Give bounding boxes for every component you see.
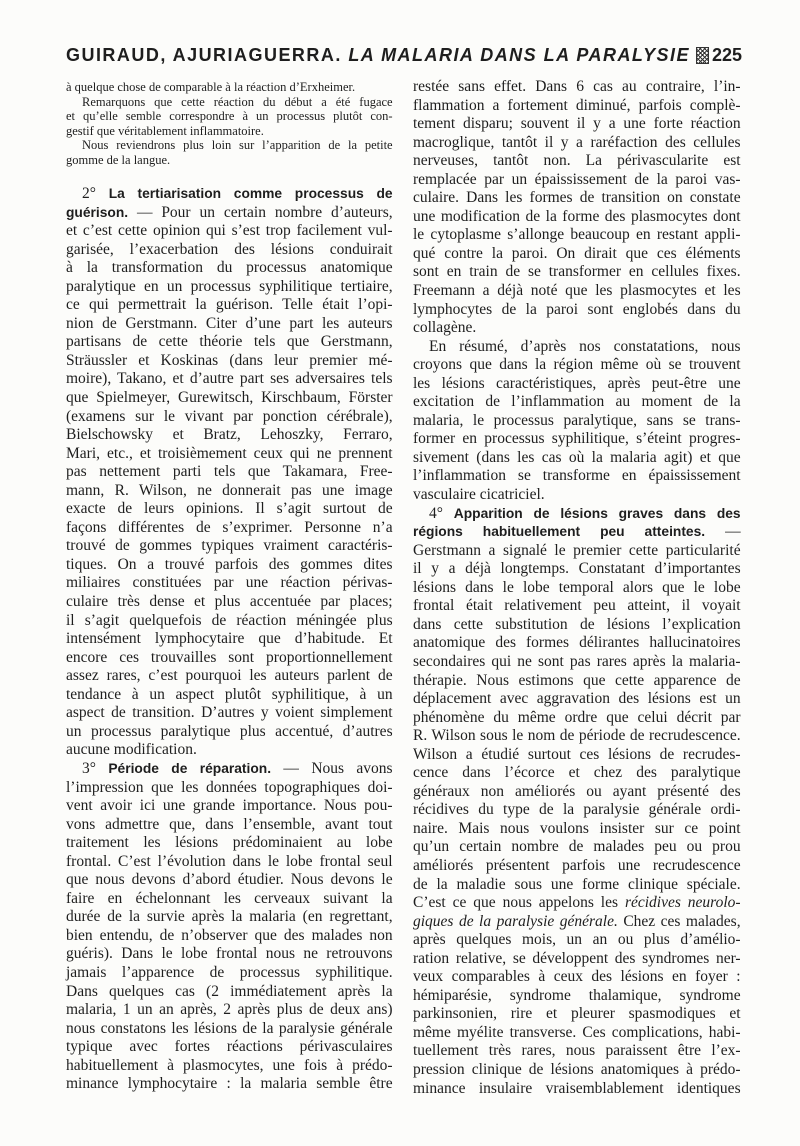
text-line: [66, 500, 393, 519]
line-text: tendance à un aspect plutôt syphilitique, à un: [66, 685, 393, 703]
text-line: [413, 486, 741, 505]
line-text: dans cette substitution de lésions l’explication: [413, 615, 741, 633]
text-line: [66, 1020, 393, 1039]
line-text: R. Wilson sous le nom de période de recrudescence.: [413, 727, 741, 745]
line-segment: — Pour un certain nombre d’auteurs,: [128, 203, 393, 221]
line-text: durée de la survie après la malaria (en regrettant,: [66, 908, 393, 926]
line-text: faire en échelonnant les cerveaux suivant la: [66, 889, 393, 907]
text-line: [66, 222, 393, 241]
line-text: tiques. On a trouvé parfois des gommes dites: [66, 555, 393, 573]
line-text: malaria, le processus paralytique, sans se trans-: [413, 411, 741, 429]
text-line: [413, 338, 741, 357]
line-text: qué contre la paroi. On dirait que ces éléments: [413, 244, 741, 262]
line-text: phénomène du même ordre que celui décrit par: [413, 708, 741, 726]
line-text: jamais l’apparence de processus syphilitique.: [66, 963, 393, 981]
line-text: frontal était relativement peu atteint, il voyait: [413, 597, 741, 615]
line-text: Gerstmann a signalé le premier cette particularité: [413, 541, 741, 559]
line-text: typique avec fortes réactions périvasculaires: [66, 1038, 393, 1056]
line-text: qu’un certain nombre de malades peu ou prou: [413, 838, 741, 856]
text-line: [413, 152, 741, 171]
text-line: [66, 315, 393, 334]
line-text: à la transformation du processus anatomique: [66, 259, 393, 277]
line-text: Wilson a étudié surtout ces lésions de recrudes-: [413, 745, 741, 763]
line-text: de la maladie sous une forme clinique spéciale.: [413, 875, 741, 893]
line-text: moire), Takano, et d’autre part ses adversaires tels: [66, 370, 393, 388]
text-line: [413, 375, 741, 394]
line-text: encore ces trouvailles sont proportionnellement: [66, 648, 393, 666]
line-text: traitement les lésions prédominaient au lobe: [66, 834, 393, 852]
page-number: 225: [711, 45, 742, 65]
text-line: [413, 950, 741, 969]
text-line: [413, 1042, 741, 1061]
text-line: [413, 931, 741, 950]
section-heading: guérison.: [66, 204, 129, 220]
line-text: mann, R. Wilson, ne donnerait pas une image: [66, 481, 393, 499]
text-line: [413, 838, 741, 857]
line-text: une modification de la forme des plasmocytes dont: [413, 207, 741, 225]
line-text: macroglique, tantôt il y a raréfaction des cellules: [413, 133, 741, 151]
line-text: remplacée par un épaississement de la paroi vas-: [413, 170, 741, 188]
line-text: il y a déjà longtemps. Constatant d’importantes: [413, 560, 741, 578]
text-line: [413, 987, 741, 1006]
line-text: anatomique des formes délirantes hallucinatoires: [413, 634, 741, 652]
line-text: ration relative, se développent des syndromes ner-: [413, 949, 741, 967]
line-text: Remarquons que cette réaction du début a été fugace: [82, 94, 393, 109]
line-text: que nous devons d’abord étudier. Nous devons le: [66, 871, 393, 889]
line-text: tuellement très rares, nous paraissent être l’ex-: [413, 1042, 741, 1060]
text-line: [66, 945, 393, 964]
text-line: [413, 301, 741, 320]
line-text: hémiparésie, syndrome thalamique, syndrome: [413, 986, 741, 1004]
text-line: [66, 296, 393, 315]
text-line: [66, 259, 393, 278]
text-line: [413, 820, 741, 839]
line-text: nous constatons les lésions de la paralysie générale: [66, 1019, 393, 1037]
section-heading: Apparition de lésions graves dans des: [453, 505, 741, 521]
text-line: [413, 505, 741, 524]
text-line: [66, 649, 393, 668]
line-text: miliaires constituées par une réaction périvas-: [66, 574, 393, 592]
line-segment: — Nous avons: [271, 759, 393, 777]
text-line: [413, 1024, 741, 1043]
line-text: [82, 185, 393, 202]
text-line: [413, 467, 741, 486]
text-line: [413, 913, 741, 932]
line-text: thérapie. Nous estimons que cette apparence de: [413, 671, 741, 689]
running-title: [66, 43, 692, 67]
text-line: [66, 908, 393, 927]
text-line: [66, 723, 393, 742]
text-line: [413, 356, 741, 375]
line-segment: Chez ces malades,: [617, 912, 741, 930]
text-line: [66, 612, 393, 631]
text-line: [413, 208, 741, 227]
text-line: [413, 690, 741, 709]
line-text: garisée, l’exacerbation des lésions conduirait: [66, 240, 393, 258]
line-text: habituellement à plasmocytes, une fois à prédo-: [66, 1056, 393, 1074]
text-line: [413, 430, 741, 449]
line-text: minance insulaire vraisemblablement identiques: [413, 1079, 741, 1097]
text-line: [66, 153, 393, 168]
line-text: Nous reviendrons plus loin sur l’apparition de la petite: [82, 138, 393, 153]
text-line: [413, 801, 741, 820]
line-text: même myélite transverse. Ces complications, habi-: [413, 1023, 741, 1041]
text-line: [413, 672, 741, 691]
text-line: [413, 764, 741, 783]
text-line: [66, 408, 393, 427]
paragraph: [413, 505, 741, 1099]
line-text: culaire. Dans les formes de transition on constate: [413, 189, 741, 207]
line-text: flammation a fortement diminué, parfois complè-: [413, 96, 741, 114]
text-line: [66, 241, 393, 260]
text-line: [66, 1001, 393, 1020]
text-line: [413, 449, 741, 468]
text-line: [413, 857, 741, 876]
text-line: [413, 226, 741, 245]
text-line: [413, 1080, 741, 1099]
text-line: [413, 560, 741, 579]
line-text: récidives du type de la paralysie générale ordi-: [413, 801, 741, 819]
text-line: [66, 352, 393, 371]
line-text: vasculaire cicatriciel.: [413, 486, 545, 504]
line-segment: 2°: [82, 185, 109, 202]
line-text: façons différentes de s’exprimer. Personne n’a: [66, 518, 393, 536]
paragraph: [66, 138, 393, 167]
text-line: [413, 876, 741, 895]
line-text: guéris). Dans le lobe frontal nous ne retrouvons: [66, 945, 393, 963]
line-text: tement disparu; souvent il y a une forte réaction: [413, 115, 741, 133]
line-text: [429, 505, 741, 522]
paragraph: [66, 185, 393, 760]
line-text: les lésions caractéristiques, après peut-être une: [413, 374, 741, 392]
text-line: [413, 634, 741, 653]
line-text: bien entendu, de n’observer que des malades non: [66, 926, 393, 944]
line-text: [413, 523, 741, 540]
text-line: [413, 653, 741, 672]
line-text: sivement (dans les cas où la malaria agit) et que: [413, 448, 741, 466]
text-line: [66, 556, 393, 575]
text-line: [66, 204, 393, 223]
line-text: vent avoir ici une grande importance. Nous pou-: [66, 797, 393, 815]
line-text: excitation de l’inflammation au moment de la: [413, 393, 741, 411]
text-line: [66, 983, 393, 1002]
text-line: [413, 968, 741, 987]
text-line: [413, 282, 741, 301]
text-line: [66, 138, 393, 153]
line-text: Sträussler et Koskinas (dans leur premier mé-: [66, 351, 393, 369]
text-line: [413, 134, 741, 153]
line-text: nerveuses, tantôt non. La périvascularite est: [413, 152, 741, 170]
emphasis-text: récidives neurolo-: [624, 894, 741, 912]
line-text: généraux non améliorés ou ayant présenté des: [413, 782, 741, 800]
text-line: [413, 171, 741, 190]
text-line: [413, 412, 741, 431]
line-text: et qu’elle semble correspondre à un processus plutôt con-: [66, 109, 393, 124]
line-text: aucune modification.: [66, 741, 197, 759]
text-line: [66, 797, 393, 816]
text-line: [413, 579, 741, 598]
section-heading: Période de réparation.: [108, 760, 272, 776]
printer-ornament-icon: [696, 47, 709, 64]
text-line: [66, 574, 393, 593]
text-line: [413, 393, 741, 412]
line-text: pression clinique de lésions anatomiques à prédo-: [413, 1060, 741, 1078]
line-text: Bielschowsky et Bratz, Lehoszky, Ferraro,: [66, 426, 393, 444]
line-segment: 3°: [82, 759, 109, 777]
paragraph: [66, 95, 393, 139]
line-text: améliorés présentent parfois une recrudescence: [413, 856, 741, 874]
text-line: [66, 593, 393, 612]
text-line: [66, 1038, 393, 1057]
line-text: culaire très dense et plus accentuée par places;: [66, 593, 393, 611]
text-line: [66, 927, 393, 946]
emphasis-text: giques de la paralysie générale.: [413, 912, 618, 930]
line-text: restée sans effet. Dans 6 cas au contraire, l’in-: [413, 78, 741, 95]
header-article-title: LA MALARIA DANS LA PARALYSIE: [348, 45, 690, 65]
text-line: [66, 630, 393, 649]
line-text: Dans quelques cas (2 immédiatement après la: [66, 982, 393, 1000]
text-line: [66, 964, 393, 983]
text-line: [66, 333, 393, 352]
line-text: déplacement avec aggravation des lésions est un: [413, 690, 741, 708]
text-line: [413, 189, 741, 208]
line-text: secondaires qui ne sont pas rares après la malaria-: [413, 652, 741, 670]
text-line: [413, 894, 741, 913]
line-text: exacte de leurs opinions. Il s’agit surtout de: [66, 500, 393, 518]
text-line: [66, 370, 393, 389]
right-column-body: [413, 78, 741, 1098]
line-text: En résumé, d’après nos constatations, nous: [429, 337, 741, 355]
line-text: [66, 204, 393, 221]
line-text: paralytique en un processus syphilitique tertiaire,: [66, 277, 393, 295]
text-line: [66, 871, 393, 890]
line-text: que Spielmeyer, Gurewitsch, Kirschbaum, Förster: [66, 389, 393, 407]
text-line: [66, 482, 393, 501]
line-text: aspect de transition. D’autres y voient simplement: [66, 704, 393, 722]
line-text: intensément lymphocytaire que d’habitude. Et: [66, 630, 393, 648]
text-line: [413, 245, 741, 264]
text-line: [66, 1075, 393, 1094]
line-text: gomme de la langue.: [66, 152, 171, 167]
text-line: [66, 80, 393, 95]
running-header: [66, 43, 742, 67]
section-heading: régions habituellement peu atteintes.: [413, 524, 706, 540]
line-text: veux comparables à ceux des lésions en foyer :: [413, 968, 741, 986]
line-text: minance lymphocytaire : la malaria semble être: [66, 1075, 393, 1093]
text-line: [66, 463, 393, 482]
text-line: [413, 709, 741, 728]
text-line: [66, 519, 393, 538]
line-text: gestif que véritablement inflammatoire.: [66, 123, 264, 138]
line-text: vons admettre que, dans l’ensemble, avant tout: [66, 815, 393, 833]
text-line: [413, 616, 741, 635]
text-line: [413, 746, 741, 765]
text-line: [66, 124, 393, 139]
paragraph: [413, 78, 741, 338]
text-line: [66, 834, 393, 853]
header-authors: GUIRAUD, AJURIAGUERRA.: [66, 45, 342, 65]
line-text: trouvé de gommes typiques vraiment caractéris-: [66, 537, 393, 555]
text-line: [66, 760, 393, 779]
line-text: le cytoplasme s’allonge beaucoup en restant appli-: [413, 226, 741, 244]
left-column-body: [66, 185, 393, 1094]
line-text: pas nettement parti tels que Takamara, Free-: [66, 463, 393, 481]
section-heading: La tertiarisation comme processus de: [108, 186, 393, 201]
text-line: [413, 263, 741, 282]
line-text: Mari, etc., et troisièmement ceux qui ne prennent: [66, 444, 393, 462]
line-text: frontal. C’est l’évolution dans le lobe frontal seul: [66, 852, 393, 870]
line-text: cence dans l’écorce et chez des paralytique: [413, 764, 741, 782]
text-line: [413, 783, 741, 802]
text-line: [66, 741, 393, 760]
text-line: [413, 1005, 741, 1024]
text-line: [66, 95, 393, 110]
text-line: [66, 445, 393, 464]
line-segment: 4°: [429, 504, 454, 522]
line-text: partisans de cette théorie tels que Gerstmann,: [66, 333, 393, 351]
text-line: [66, 278, 393, 297]
line-text: sont en train de se transformer en cellules fixes.: [413, 263, 741, 281]
text-line: [413, 542, 741, 561]
line-text: [413, 894, 741, 911]
line-text: lymphocytes de la paroi sont englobés dans du: [413, 300, 741, 318]
text-line: [413, 97, 741, 116]
text-line: [413, 319, 741, 338]
text-line: [413, 78, 741, 97]
text-line: [66, 816, 393, 835]
text-line: [66, 426, 393, 445]
text-line: [66, 779, 393, 798]
text-line: [66, 1057, 393, 1076]
line-text: malaria, 1 un an après, 2 après plus de deux ans): [66, 1001, 393, 1019]
line-text: après quelques mois, un an ou plus d’amélio-: [413, 931, 741, 949]
paragraph: [66, 80, 393, 95]
text-line: [66, 389, 393, 408]
text-line: [413, 727, 741, 746]
line-segment: —: [705, 523, 741, 541]
line-text: naire. Mais nous voulons insister sur ce point: [413, 819, 741, 837]
text-line: [66, 890, 393, 909]
line-segment: C’est ce que nous appelons les: [413, 894, 625, 912]
line-text: il s’agit quelquefois de réaction méningée plus: [66, 611, 393, 629]
text-line: [413, 115, 741, 134]
line-text: Freemann a déjà noté que les plasmocytes et les: [413, 282, 741, 300]
line-text: former en processus syphilitique, s’éteint progres-: [413, 430, 741, 448]
line-text: à quelque chose de comparable à la réaction d’Erxheimer.: [66, 80, 356, 94]
line-text: parkinsonien, rire et pleurer spasmodiques et: [413, 1005, 741, 1023]
text-line: [66, 185, 393, 204]
text-line: [66, 704, 393, 723]
line-text: l’inflammation se transforme en épaississement: [413, 467, 741, 485]
line-text: croyons que dans la région même où se trouvent: [413, 356, 741, 374]
line-text: [413, 913, 741, 930]
text-line: [413, 597, 741, 616]
line-text: assez rares, c’est pourquoi les auteurs parlent de: [66, 667, 393, 685]
text-line: [413, 523, 741, 542]
text-line: [66, 537, 393, 556]
line-text: ce qui permettrait la guérison. Telle était l’opi-: [66, 296, 393, 314]
line-text: et c’est cette opinion qui s’est trop facilement vul-: [66, 222, 393, 240]
line-text: nion de Gerstmann. Citer d’une part les auteurs: [66, 314, 393, 332]
text-line: [413, 1061, 741, 1080]
text-line: [66, 853, 393, 872]
text-line: [66, 686, 393, 705]
paragraph: [66, 760, 393, 1094]
text-line: [66, 109, 393, 124]
line-text: collagène.: [413, 319, 477, 337]
paragraph: [413, 338, 741, 505]
text-line: [66, 667, 393, 686]
line-text: l’impression que les données topographiques doi-: [66, 778, 393, 796]
line-text: [82, 760, 393, 777]
line-text: (examens sur le vivant par ponction cérébrale),: [66, 407, 393, 425]
line-text: lésions dans le lobe temporal alors que le lobe: [413, 578, 741, 596]
line-text: un processus paralytique plus accentué, d’autres: [66, 722, 393, 740]
left-column-small-notes: [66, 80, 393, 168]
